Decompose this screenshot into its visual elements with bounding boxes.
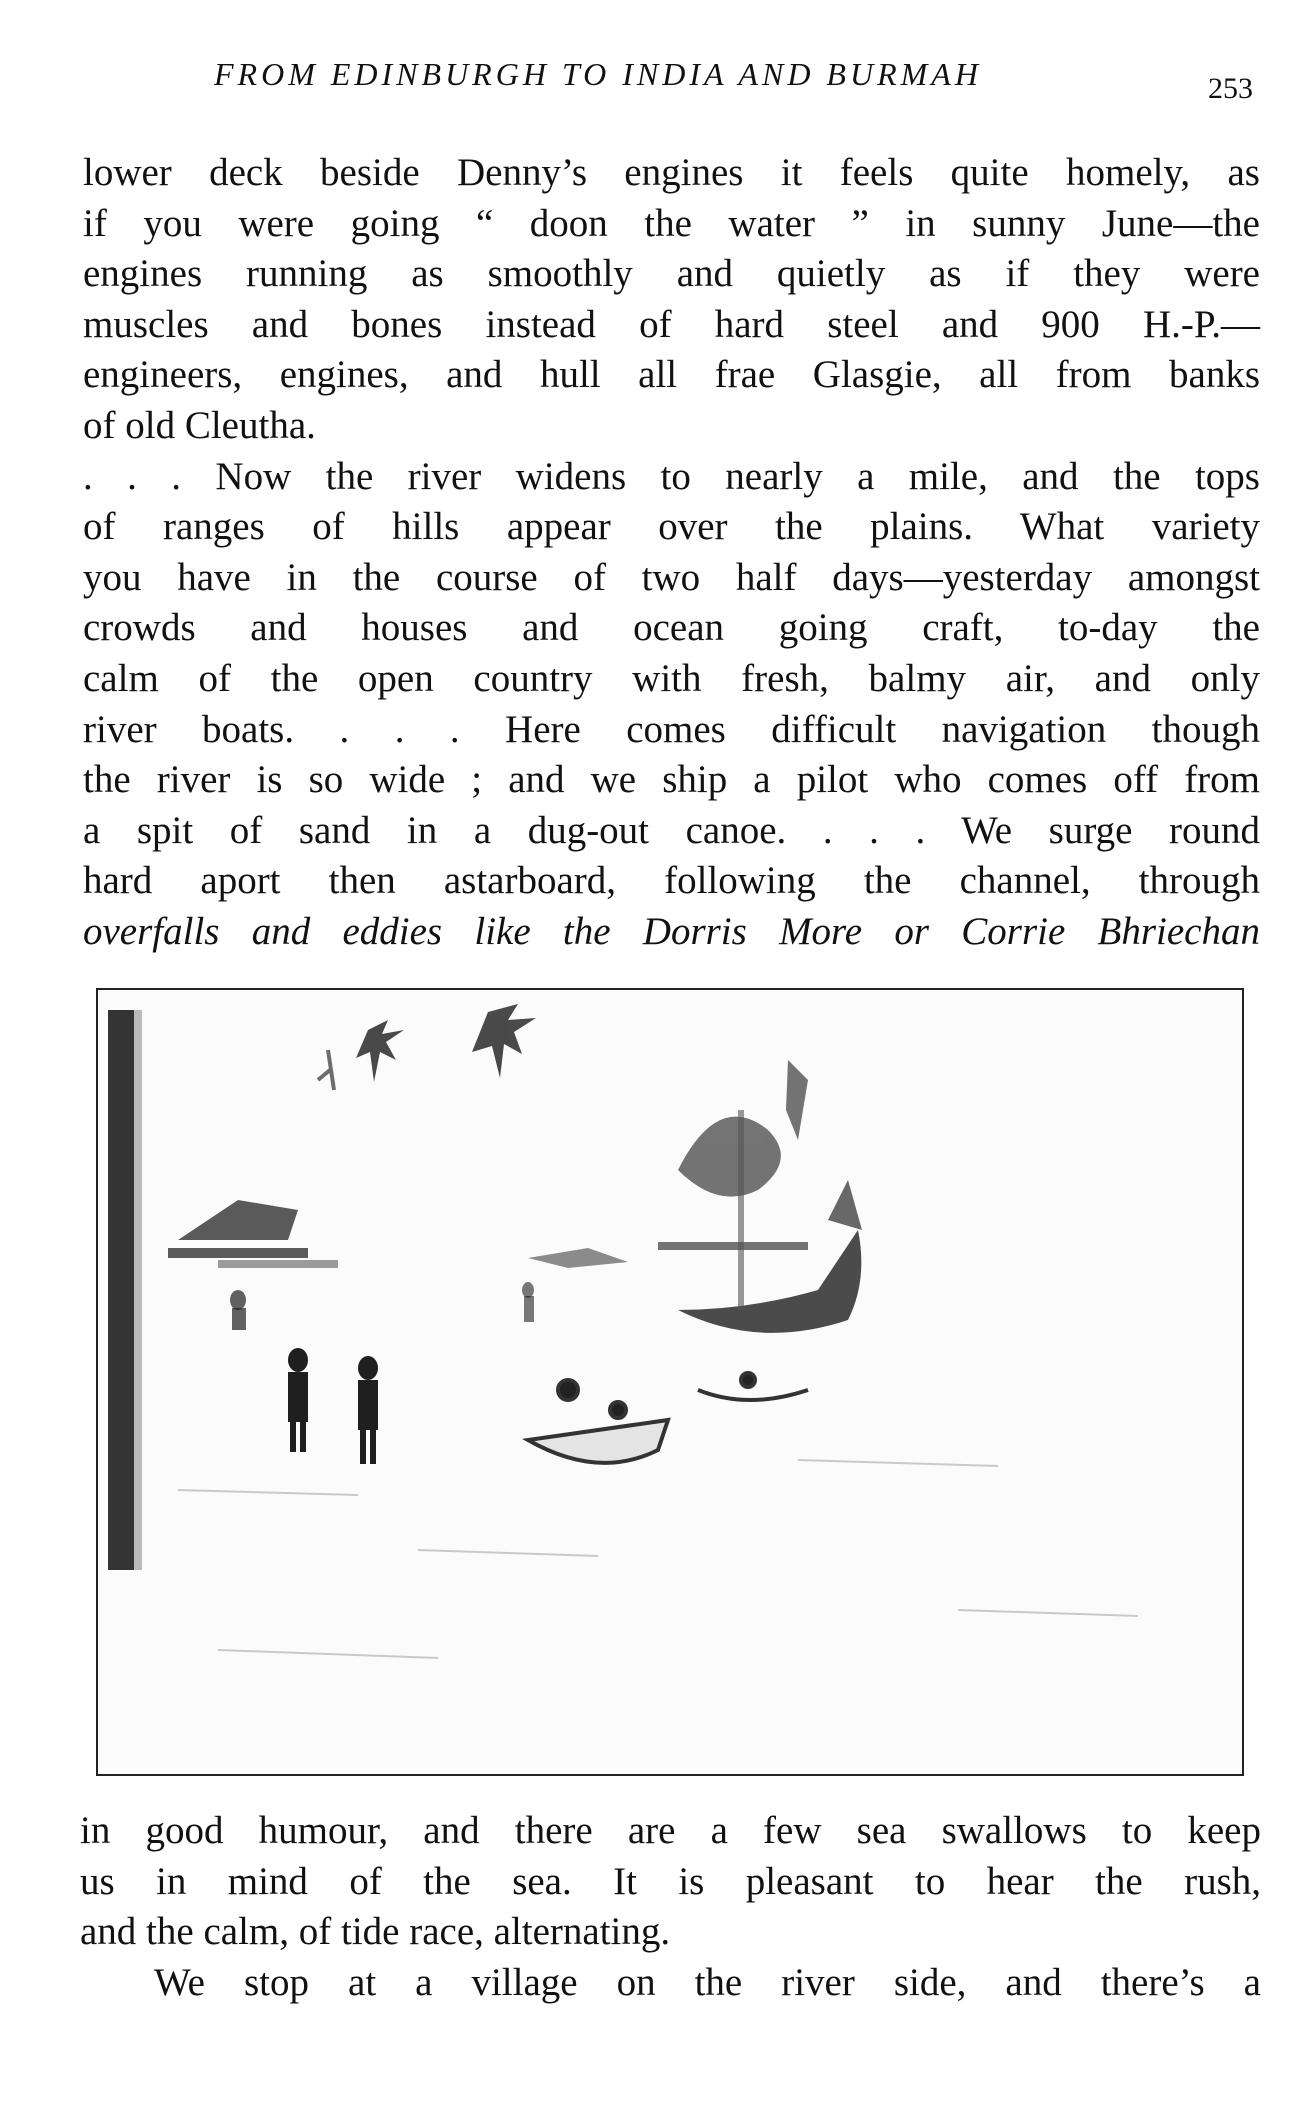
- people-figures: [230, 1282, 534, 1464]
- text-line: of ranges of hills appear over the plains. What variety: [83, 505, 1260, 549]
- text-line: engineers, engines, and hull all frae Glasgie, all from banks: [83, 353, 1260, 397]
- text-line: calm of the open country with fresh, balmy air, and only: [83, 656, 1260, 700]
- text-line: of old Cleutha.: [83, 403, 316, 447]
- text-line: . . . Now the river widens to nearly a mile, and the tops: [83, 454, 1260, 498]
- text-line: We stop at a village on the river side, and there’s a: [154, 1960, 1261, 2004]
- text-line: and the calm, of tide race, alternating.: [80, 1910, 671, 1954]
- small-boats: [528, 1373, 808, 1463]
- running-title: FROM EDINBURGH TO INDIA AND BURMAH: [214, 56, 982, 92]
- text-line: river boats. . . . Here comes difficult navigation though: [83, 707, 1260, 751]
- text-line: you have in the course of two half days—yesterday amongst: [83, 555, 1260, 599]
- text-line: in good humour, and there are a few sea swallows to keep: [80, 1809, 1261, 1852]
- text-line: us in mind of the sea. It is pleasant to hear the rush,: [80, 1859, 1261, 1903]
- palm-trees-top: [318, 1004, 536, 1090]
- text-line: overfalls and eddies like the Dorris More or Corrie Bhriechan: [83, 909, 1260, 953]
- river-scene-illustration-icon: [98, 990, 1242, 1774]
- river-scene-figure: [96, 988, 1244, 1776]
- text-line: lower deck beside Denny’s engines it feels quite homely, as: [83, 151, 1260, 194]
- right-bank-trees: [658, 1060, 808, 1250]
- text-line: muscles and bones instead of hard steel and 900 H.-P.—: [83, 302, 1260, 346]
- page-number: 253: [1208, 72, 1253, 105]
- village-huts: [168, 1200, 628, 1268]
- text-line: the river is so wide ; and we ship a pilot who comes off from: [83, 758, 1260, 802]
- water-strokes: [178, 1460, 1138, 1658]
- text-line: a spit of sand in a dug-out canoe. . . . We surge round: [83, 808, 1260, 852]
- text-line: engines running as smoothly and quietly as if they were: [83, 252, 1260, 296]
- dark-post: [108, 1010, 134, 1570]
- text-line: if you were going “ doon the water ” in sunny June—the: [83, 201, 1260, 245]
- body-text-top: [83, 148, 1260, 958]
- body-text-bottom: [80, 1806, 1261, 2008]
- text-line: crowds and houses and ocean going craft, to-day the: [83, 606, 1260, 650]
- text-line: hard aport then astarboard, following the channel, through: [83, 859, 1260, 903]
